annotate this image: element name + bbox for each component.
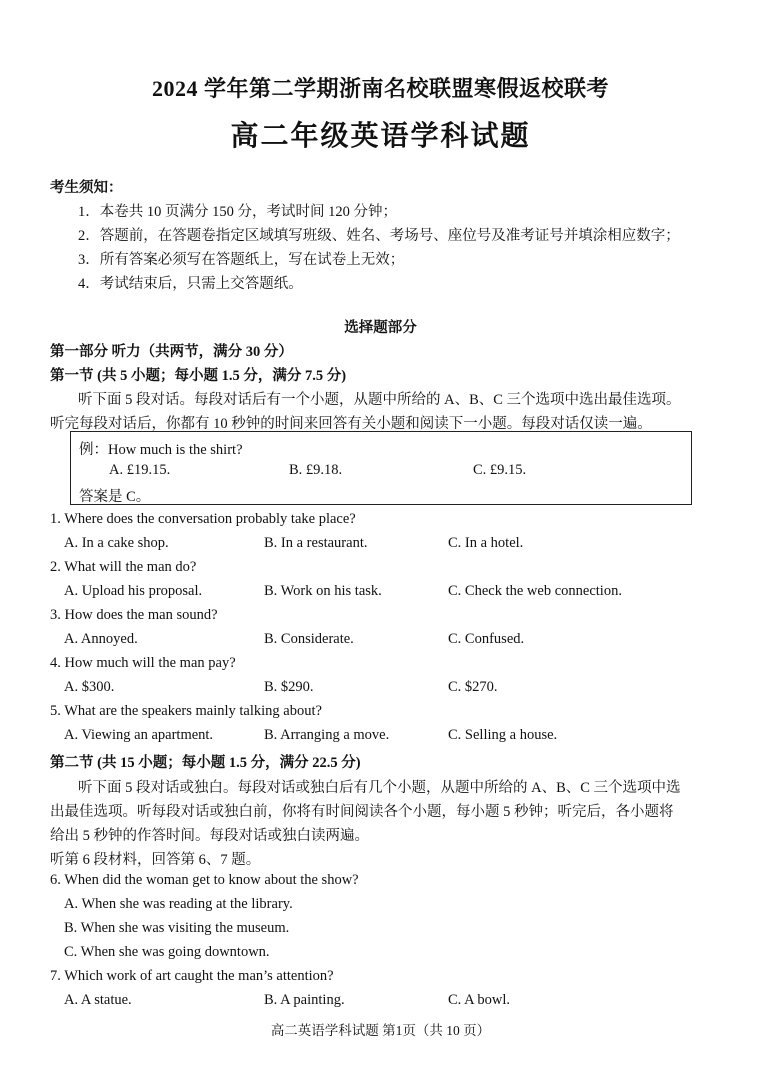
q1-option-c: C. In a hotel. xyxy=(448,535,524,551)
question-7: 7. Which work of art caught the man’s attention? xyxy=(50,968,334,984)
notice-item: 1．本卷共 10 页满分 150 分，考试时间 120 分钟； xyxy=(78,204,397,220)
section1-instructions-line1: 听下面 5 段对话。每段对话后有一个小题，从题中所给的 A、B、C 三个选项中选出最佳选项。 xyxy=(78,392,681,408)
exam-subtitle: 高二年级英语学科试题 xyxy=(230,121,531,152)
part1-heading: 第一部分 听力（共两节，满分 30 分） xyxy=(50,344,293,360)
q2-option-b: B. Work on his task. xyxy=(264,583,382,599)
q6-option-b: B. When she was visiting the museum. xyxy=(64,920,290,936)
q3-option-c: C. Confused. xyxy=(448,631,525,647)
q4-option-a: A. $300. xyxy=(64,679,115,695)
q4-option-b: B. $290. xyxy=(264,679,314,695)
question-3: 3. How does the man sound? xyxy=(50,607,218,623)
section2-instructions-line2: 出最佳选项。听每段对话或独白前，你将有时间阅读各个小题，每小题 5 秒钟；听完后，各小题将 xyxy=(50,804,674,820)
notice-item: 3．所有答案必须写在答题纸上，写在试卷上无效； xyxy=(78,252,405,268)
section1-instructions-line2: 听完每段对话后，你都有 10 秒钟的时间来回答有关小题和阅读下一小题。每段对话仅读一遍。 xyxy=(50,416,652,432)
q2-option-c: C. Check the web connection. xyxy=(448,583,622,599)
q7-option-a: A. A statue. xyxy=(64,992,132,1008)
notice-item: 4．考试结束后，只需上交答题纸。 xyxy=(78,276,303,292)
notice-heading: 考生须知： xyxy=(50,180,123,196)
question-4: 4. How much will the man pay? xyxy=(50,655,236,671)
section2-instructions-line1: 听下面 5 段对话或独白。每段对话或独白后有几个小题，从题中所给的 A、B、C 三个选项中选 xyxy=(78,780,681,796)
question-6: 6. When did the woman get to know about the show? xyxy=(50,872,359,888)
section-title: 选择题部分 xyxy=(344,320,417,336)
q2-option-a: A. Upload his proposal. xyxy=(64,583,203,599)
example-option-c: C. £9.15. xyxy=(473,462,527,478)
example-answer: 答案是 C。 xyxy=(79,489,151,505)
q7-option-b: B. A painting. xyxy=(264,992,345,1008)
example-question: 例：How much is the shirt? xyxy=(79,442,243,458)
material-instruction: 听第 6 段材料，回答第 6、7 题。 xyxy=(50,852,261,868)
q5-option-a: A. Viewing an apartment. xyxy=(64,727,214,743)
q6-option-c: C. When she was going downtown. xyxy=(64,944,270,960)
section1-heading: 第一节 (共 5 小题；每小题 1.5 分，满分 7.5 分) xyxy=(50,368,347,384)
q3-option-b: B. Considerate. xyxy=(264,631,354,647)
q5-option-b: B. Arranging a move. xyxy=(264,727,390,743)
q6-option-a: A. When she was reading at the library. xyxy=(64,896,293,912)
q1-option-b: B. In a restaurant. xyxy=(264,535,368,551)
example-option-a: A. £19.15. xyxy=(109,462,171,478)
exam-title: 2024 学年第二学期浙南名校联盟寒假返校联考 xyxy=(151,76,609,101)
section2-heading: 第二节 (共 15 小题；每小题 1.5 分，满分 22.5 分) xyxy=(50,755,361,771)
example-box xyxy=(70,431,692,505)
q3-option-a: A. Annoyed. xyxy=(64,631,138,647)
notice-item: 2．答题前，在答题卷指定区域填写班级、姓名、考场号、座位号及准考证号并填涂相应数字； xyxy=(78,228,680,244)
q7-option-c: C. A bowl. xyxy=(448,992,511,1008)
question-1: 1. Where does the conversation probably take place? xyxy=(50,511,356,527)
question-2: 2. What will the man do? xyxy=(50,559,197,575)
example-option-b: B. £9.18. xyxy=(289,462,343,478)
section2-instructions-line3: 给出 5 秒钟的作答时间。每段对话或独白读两遍。 xyxy=(50,828,369,844)
q5-option-c: C. Selling a house. xyxy=(448,727,558,743)
question-5: 5. What are the speakers mainly talking about? xyxy=(50,703,322,719)
page-footer: 高二英语学科试题 第1页（共 10 页） xyxy=(270,1023,491,1038)
q1-option-a: A. In a cake shop. xyxy=(64,535,169,551)
q4-option-c: C. $270. xyxy=(448,679,498,695)
